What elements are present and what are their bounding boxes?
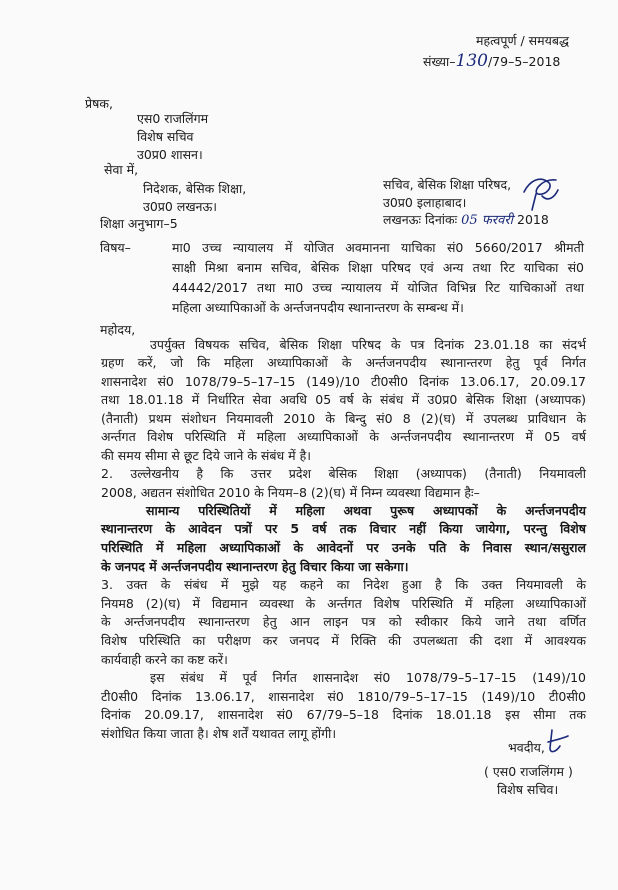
para1-line: ग्रहण करें, जो कि महिला अध्यापिकाओं के अर्न्तजनपदीय स्थानान्तरण हेतु पूर्व निर्गत: [101, 355, 586, 370]
closing-designation: विशेष सचिव।: [497, 782, 559, 797]
sender-office: उ0प्र0 शासन।: [137, 147, 203, 162]
para2-line: 2008, अद्यतन संशोधित 2010 के नियम–8 (2)(घ) में निम्न व्यवस्था विद्यमान हैः–: [101, 485, 480, 500]
subject-line: 44442/2017 तथा मा0 उच्च न्यायालय में योजित विभिन्न रिट याचिकाओं तथा: [172, 280, 584, 295]
subject-line: साक्षी मिश्रा बनाम सचिव, बेसिक शिक्षा परिषद एवं अन्य तथा रिट याचिका सं0: [172, 260, 584, 275]
letter-number-suffix: /79–5–2018: [487, 54, 561, 69]
para1-line: (तैनाती) प्रथम संशोधन नियमावली 2010 के बिन्दु सं0 8 (2)(घ) में उपलब्ध प्राविधान के: [101, 411, 586, 426]
closing-yours: भवदीय,: [508, 740, 545, 755]
para4-line: दिनांक 20.09.17, शासनादेश सं0 67/79–5–18 दिनांक 18.01.18 इस सीमा तक: [101, 707, 586, 722]
signature: [542, 728, 572, 762]
quote-line: स्थानान्तरण के आवेदन पत्रों पर 5 वर्ष तक विचार नहीं किया जायेगा, परन्तु विशेष: [101, 521, 586, 536]
date-label: लखनऊः दिनांकः: [383, 212, 458, 227]
para4-line: इस संबंध में पूर्व निर्गत शासनादेश सं0 1078/79–5–17–15 (149)/10: [150, 670, 586, 685]
section-label: शिक्षा अनुभाग–5: [100, 216, 178, 231]
initials-scribble: [518, 172, 564, 216]
para3-line: के अर्न्तजनपदीय स्थानान्तरण हेतु आन लाइन पत्र को स्वीकार किये जाने तथा वर्णित: [101, 614, 586, 629]
priority-label: महत्वपूर्ण / समयबद्ध: [476, 33, 569, 48]
para4-line: टी0सी0 दिनांक 13.06.17, शासनादेश सं0 1810/79–5–17–15 (149)/10 टी0सी0: [101, 689, 586, 704]
subject-line: मा0 उच्च न्यायालय में योजित अवमानना याचिका सं0 5660/2017 श्रीमती: [172, 240, 584, 255]
salutation: महोदय,: [100, 322, 136, 337]
subject-label: विषय–: [100, 240, 131, 255]
letter-number-handwritten: 130: [455, 51, 488, 71]
sender-label: प्रेषक,: [85, 96, 113, 111]
recipient-2-line-2: उ0प्र0 इलाहाबाद।: [383, 195, 467, 210]
recipient-2-line-1: सचिव, बेसिक शिक्षा परिषद,: [383, 177, 512, 192]
quote-line: के जनपद में अर्न्तजनपदीय स्थानान्तरण हेतु विचार किया जा सकेगा।: [101, 559, 409, 574]
date-handwritten: 05 फरवरी: [461, 213, 514, 228]
recipient-1-line-2: उ0प्र0 लखनऊ।: [143, 199, 218, 214]
para3-line: 3. उक्त के संबंध में मुझे यह कहने का निदेश हुआ है कि उक्त नियमावली के: [101, 577, 586, 592]
letter-number: [423, 53, 560, 70]
sender-name: एस0 राजलिंगम: [137, 111, 209, 126]
para2-line: 2. उल्लेखनीय है कि उत्तर प्रदेश बेसिक शिक्षा (अध्यापक) (तैनाती) नियमावली: [101, 466, 586, 481]
sender-designation: विशेष सचिव: [137, 129, 194, 144]
para1-line: तथा 18.01.18 में निर्धारित सेवा अवधि 05 वर्ष के संबंध में उ0प्र0 बेसिक शिक्षा (अध्यापक): [101, 392, 586, 407]
recipient-1-line-1: निदेशक, बेसिक शिक्षा,: [143, 181, 247, 196]
para1-line: की समय सीमा से छूट दिये जाने के संबंध में है।: [101, 448, 311, 463]
quote-line: परिस्थिति में महिला अध्यापिकाओं के आवेदनों पर उनके पति के निवास स्थान/ससुराल: [101, 540, 586, 555]
para1-line: शासनादेश सं0 1078/79–5–17–15 (149)/10 टी0सी0 दिनांक 13.06.17, 20.09.17: [101, 374, 586, 389]
recipient-label: सेवा में,: [104, 162, 139, 177]
para1-line: अर्न्तगत विशेष परिस्थिति में महिला अध्यापिकाओं के अर्न्तजनपदीय स्थानान्तरण में 05 वर्ष: [101, 429, 586, 444]
letter-number-label: संख्या–: [423, 54, 456, 69]
para4-line: संशोधित किया जाता है। शेष शर्तें यथावत लागू होंगी।: [101, 726, 337, 741]
date-year: 2018: [517, 212, 549, 227]
para3-line: नियम8 (2)(घ) में विद्यमान व्यवस्था के अर्न्तगत विशेष परिस्थिति में महिला अध्यापिकाओं: [101, 596, 586, 611]
subject-line: महिला अध्यापिकाओं के अर्न्तजनपदीय स्थानान्तरण के सम्बन्ध में।: [172, 300, 464, 315]
para1-line: उपर्युक्त विषयक सचिव, बेसिक शिक्षा परिषद के पत्र दिनांक 23.01.18 का संदर्भ: [150, 337, 586, 352]
para3-line: कार्यवाही करने का कष्ट करें।: [101, 652, 228, 667]
para3-line: विशेष परिस्थिति का परीक्षण कर जनपद में रिक्ति की उपलब्धता की दशा में आवश्यक: [101, 633, 586, 648]
closing-name: ( एस0 राजलिंगम ): [484, 764, 573, 779]
quote-line: सामान्य परिस्थितियों में महिला अथवा पुरूष अध्यापकों के अर्न्तजनपदीय: [146, 503, 586, 518]
